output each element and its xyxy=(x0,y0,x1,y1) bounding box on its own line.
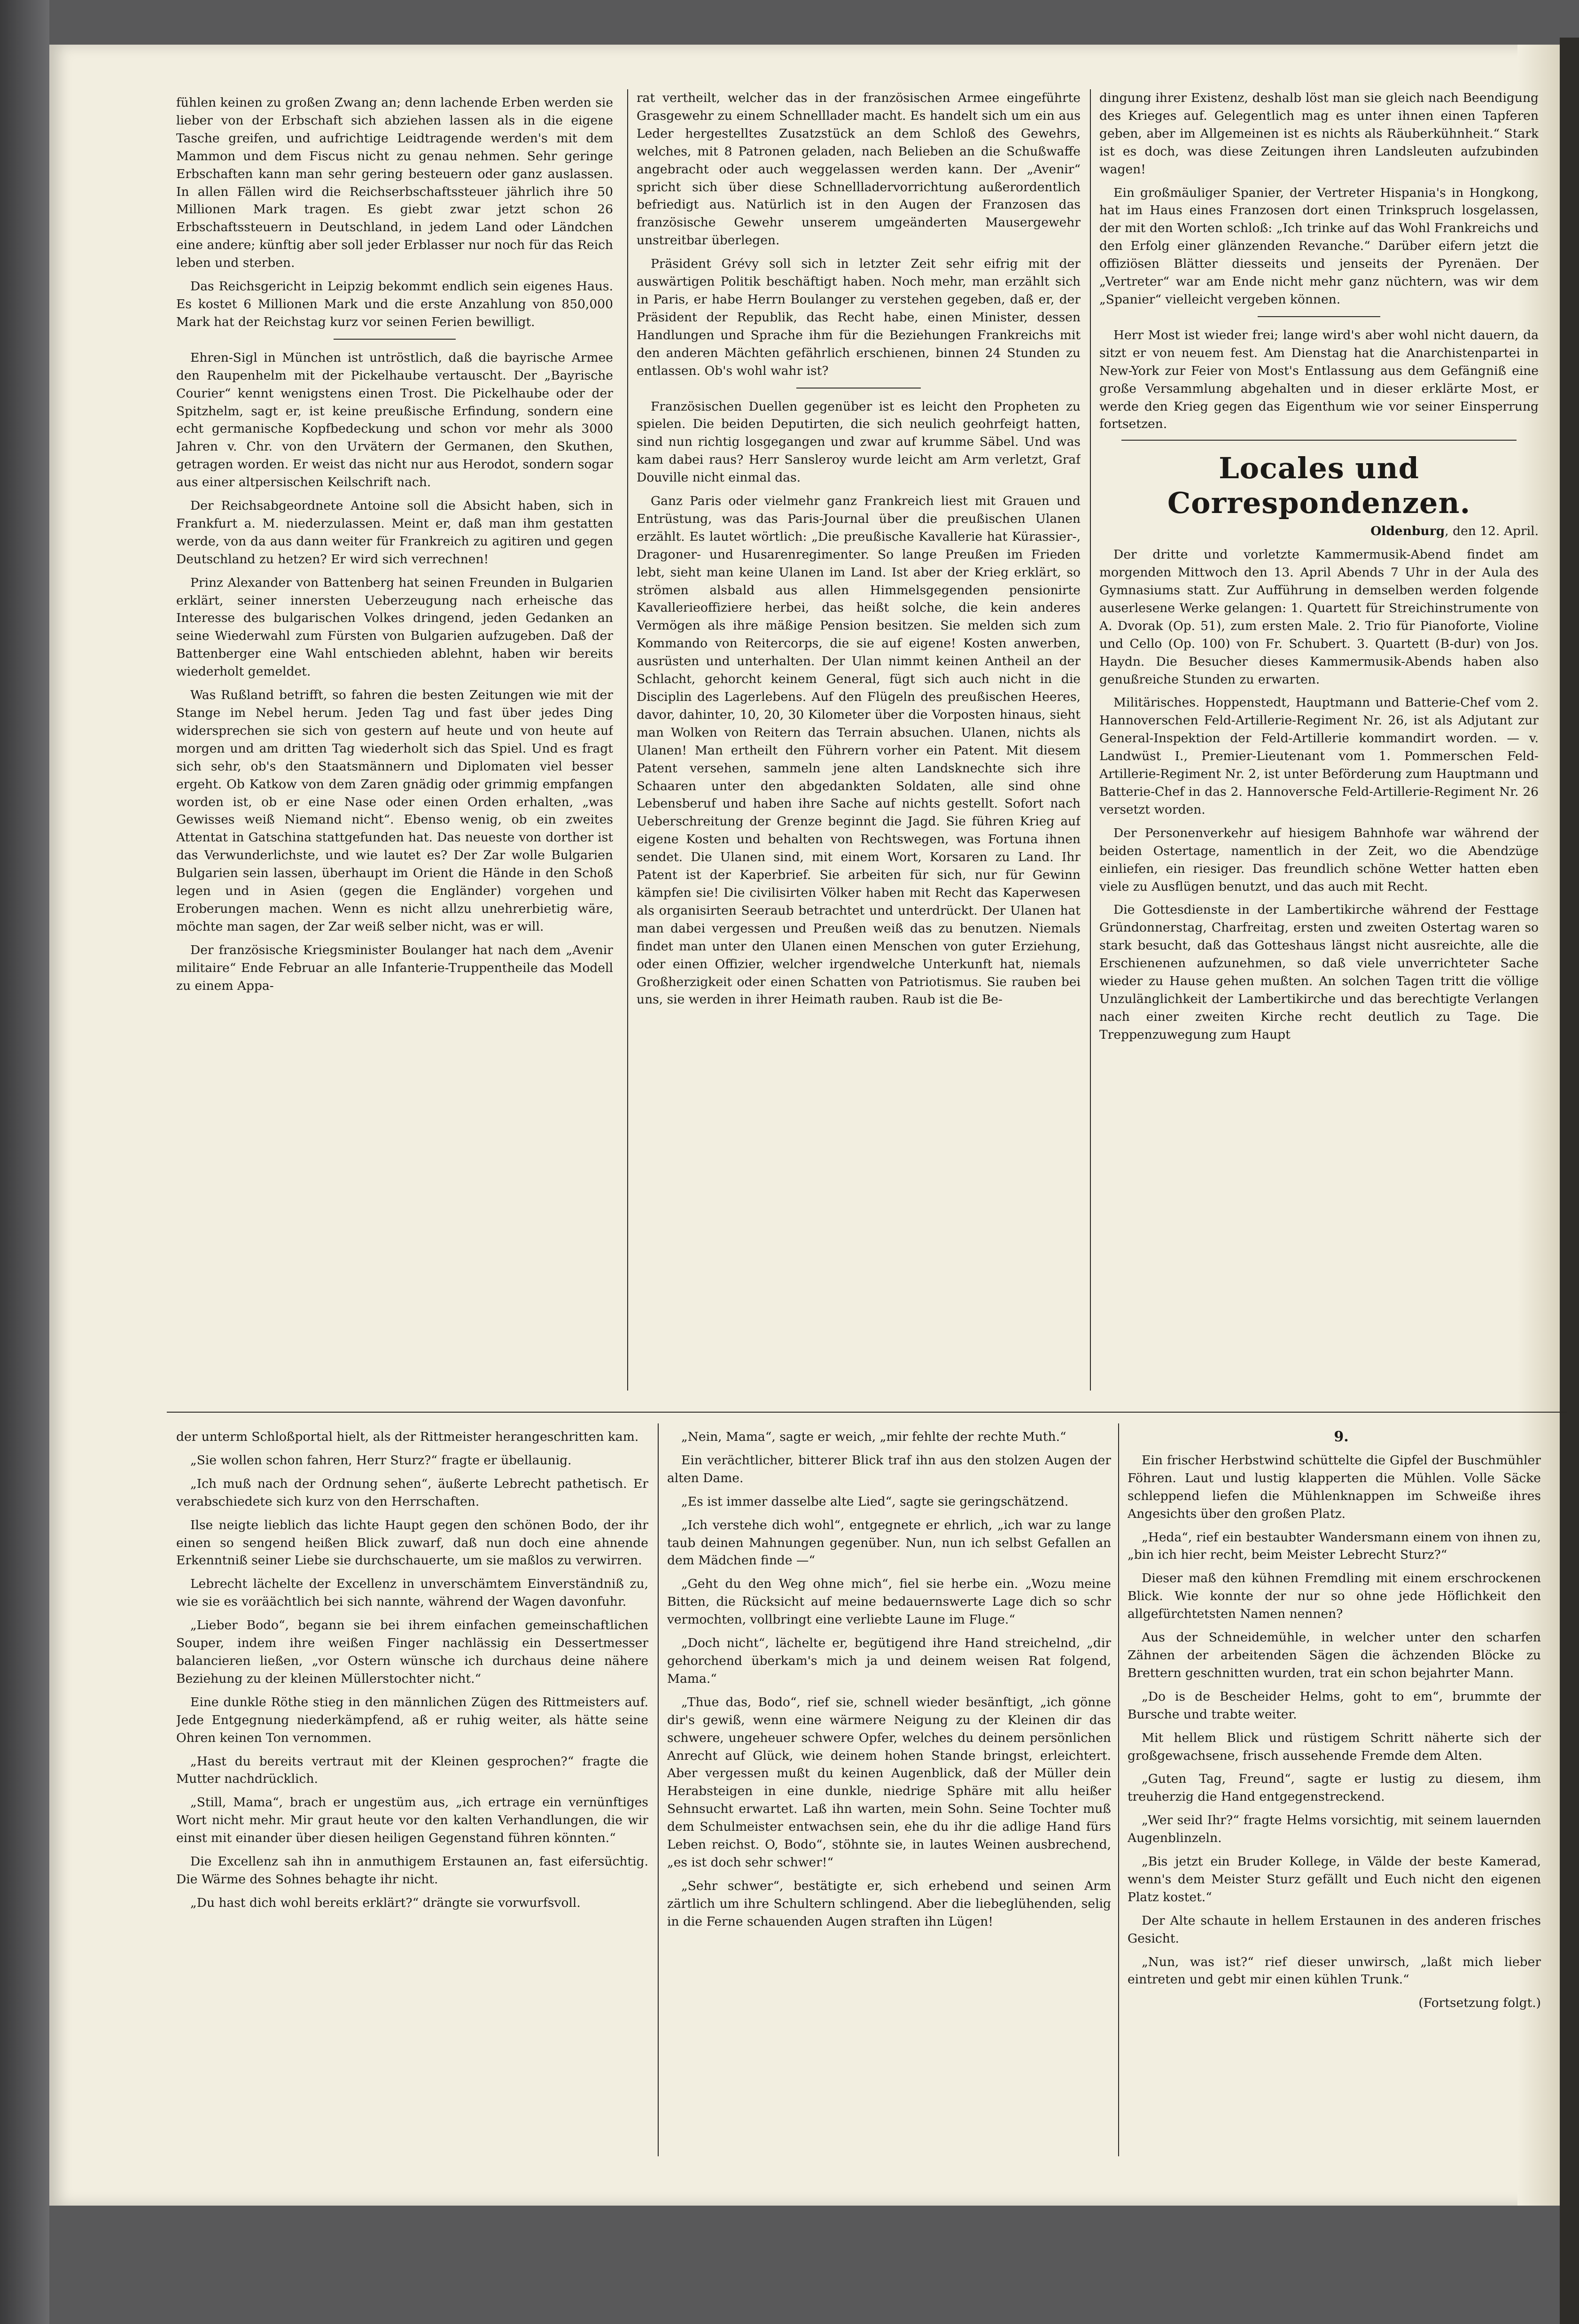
paragraph: Die Excellenz sah ihn in anmuthigem Erstaunen an, fast eifersüchtig. Die Wärme des Sohnes behagte ihr nicht. xyxy=(176,1854,648,1887)
paragraph: „Nein, Mama“, sagte er weich, „mir fehlte der rechte Muth.“ xyxy=(681,1430,1066,1444)
paragraph: Der Alte schaute in hellem Erstaunen in des anderen frisches Gesicht. xyxy=(1128,1913,1541,1946)
story-column-3-body xyxy=(1128,1452,1541,1989)
paragraph: fühlen keinen zu großen Zwang an; denn lachende Erben werden sie lieber von der Erbschaft sich abziehen lassen als in die eigene Tasche greifen, und aufrichtige Leidtragende werden's mit dem Mammon und dem Fiscus nicht zu genau nehmen. Sehr geringe Erbschaften kann man sehr gering besteuern oder ganz auslassen. In allen Fällen wird die Reichserbschaftssteuer jährlich ihre 50 Millionen Mark tragen. Es giebt zwar jetzt schon 26 Erbschaftssteuern in Deutschland, in jedem Land oder Ländchen eine andere; künftig aber soll jeder Erblasser nur noch für das Reich leben und sterben. xyxy=(176,95,613,271)
feuilleton-rule xyxy=(167,1412,1567,1413)
paragraph: „Es ist immer dasselbe alte Lied“, sagte sie geringschätzend. xyxy=(681,1494,1069,1509)
separator xyxy=(796,388,921,389)
paragraph: Herr Most ist wieder frei; lange wird's aber wohl nicht dauern, da sitzt er von neuem fest. Am Dienstag hat die Anarchistenpartei in New-York zur Feier von Most's Entlassung aus dem Gefängniß eine große Versammlung abgehalten und in dieser erklärte Most, er werde den Krieg gegen das Eigenthum wie vor seiner Einsperrung fortsetzen. xyxy=(1099,327,1539,432)
paragraph: Der Personenverkehr auf hiesigem Bahnhofe war während der beiden Ostertage, namentlich in der Zeit, wo die Abendzüge einliefen, ein riesiger. Das freundlich schöne Wetter hatten eben viele zu Ausflügen benutzt, und das auch mit Recht. xyxy=(1099,825,1539,894)
news-column-1 xyxy=(176,94,613,1409)
paragraph: Eine dunkle Röthe stieg in den männlichen Zügen des Rittmeisters auf. Jede Entgegnung niederkämpfend, aß er ruhig weiter, als hätte seine Ohren keinen Ton vernommen. xyxy=(176,1694,648,1745)
paragraph: rat vertheilt, welcher das in der französischen Armee eingeführte Grasgewehr zu einem Schnelllader macht. Es handelt sich um ein aus Leder hergestelltes Zusatzstück an dem Schloß des Gewehrs, welches, mit 8 Patronen geladen, nach Belieben an die Schußwaffe angebracht oder auch weggelassen werden kann. Der „Avenir“ spricht sich über diese Schnellladervorrichtung außerordentlich befriedigt aus. Natürlich ist in den Augen der Franzosen das französische Gewehr unserem umgeänderten Mausergewehr unstreitbar überlegen. xyxy=(637,91,1081,248)
paragraph: Präsident Grévy soll sich in letzter Zeit sehr eifrig mit der auswärtigen Politik beschäftigt haben. Noch mehr, man erzählt sich in Paris, er habe Herrn Boulanger zu verstehen gegeben, daß er, der Präsident der Republik, das Recht habe, einen Minister, dessen Handlungen und Sprache ihm für die Beziehungen Frankreichs mit den anderen Mächten gefährlich erschienen, binnen 24 Stunden zu entlassen. Ob's wohl wahr ist? xyxy=(637,256,1081,378)
paragraph: Dieser maß den kühnen Fremdling mit einem erschrockenen Blick. Wie konnte der nur so ohne jede Höflichkeit den allgefürchtetsten Namen nennen? xyxy=(1128,1571,1541,1622)
column-rule xyxy=(658,1423,659,2156)
paragraph: Militärisches. Hoppenstedt, Hauptmann und Batterie-Chef vom 2. Hannoverschen Feld-Artillerie-Regiment Nr. 26, ist als Adjutant zur General-Inspektion der Feld-Artillerie kommandirt worden. — v. Landwüst I., Premier-Lieutenant vom 1. Pommerschen Feld-Artillerie-Regiment Nr. 2, ist unter Beförderung zum Hauptmann und Batterie-Chef in das 2. Hannoversche Feld-Artillerie-Regiment Nr. 26 versetzt worden. xyxy=(1099,695,1539,817)
story-column-1 xyxy=(176,1428,648,2161)
paragraph: der unterm Schloßportal hielt, als der Rittmeister herangeschritten kam. xyxy=(176,1430,639,1444)
news-column-2 xyxy=(637,89,1081,1405)
paragraph: „Bis jetzt ein Bruder Kollege, in Välde der beste Kamerad, wenn's dem Meister Sturz gefällt und Euch nicht den eigenen Platz kostet.“ xyxy=(1128,1854,1541,1904)
locales-heading: Locales und Correspondenzen. xyxy=(1167,451,1471,521)
section-rule xyxy=(1121,440,1517,441)
paragraph: Französischen Duellen gegenüber ist es leicht den Propheten zu spielen. Die beiden Deputirten, die sich neulich geohrfeigt hatten, sind nun richtig losgegangen und zwar auf krumme Säbel. Und was kam dabei raus? Herr Sansleroy wurde leicht am Arm verletzt, Graf Douville nicht einmal das. xyxy=(637,399,1081,485)
paragraph: „Lieber Bodo“, begann sie bei ihrem einfachen gemeinschaftlichen Souper, indem ihre weißen Finger nachlässig ein Dessertmesser balancieren ließen, „vor Ostern wünsche ich durchaus deine nähere Beziehung zu der kleinen Müllerstochter nicht.“ xyxy=(176,1618,648,1686)
dateline xyxy=(1099,522,1539,540)
story-column-3 xyxy=(1128,1428,1541,2161)
news-column-3-body xyxy=(1099,89,1539,433)
paragraph: Das Reichsgericht in Leipzig bekommt endlich sein eigenes Haus. Es kostet 6 Millionen Mark und die erste Anzahlung von 850,000 Mark hat der Reichstag kurz vor seinen Ferien bewilligt. xyxy=(176,279,613,329)
column-rule xyxy=(1090,89,1091,1391)
paragraph: Ehren-Sigl in München ist untröstlich, daß die bayrische Armee den Raupenhelm mit der Pickelhaube vertauscht. Der „Bayrische Courier“ kennt wenigstens einen Trost. Die Pickelhaube oder der Spitzhelm, sagt er, ist keine preußische Erfindung, sondern eine echt germanische Kopfbedeckung und schon vor mehr als 3000 Jahren v. Chr. von den Urvätern der Germanen, den Skuthen, getragen worden. Er weist das nicht nur aus Herodot, sondern sogar aus einer altpersischen Keilschrift nach. xyxy=(176,350,613,490)
paragraph: Der dritte und vorletzte Kammermusik-Abend findet am morgenden Mittwoch den 13. April Abends 7 Uhr in der Aula des Gymnasiums statt. Zur Aufführung in demselben werden folgende auserlesene Werke gelangen: 1. Quartett für Streichinstrumente von A. Dvorak (Op. 51), zum ersten Male. 2. Trio für Pianoforte, Violine und Cello (Op. 100) von Fr. Schubert. 3. Quartett (B-dur) von Jos. Haydn. Die Besucher dieses Kammermusik-Abends haben also genußreiche Stunden zu erwarten. xyxy=(1099,547,1539,687)
paragraph: „Ich muß nach der Ordnung sehen“, äußerte Lebrecht pathetisch. Er verabschiedete sich kurz von den Herrschaften. xyxy=(176,1476,648,1509)
paragraph: Ein verächtlicher, bitterer Blick traf ihn aus den stolzen Augen der alten Dame. xyxy=(667,1453,1111,1485)
paragraph: dingung ihrer Existenz, deshalb löst man sie gleich nach Beendigung des Krieges auf. Gelegentlich mag es unter ihnen einen Tapferen geben, aber im Allgemeinen ist es nichts als Räuberkühnheit.“ Stark ist es doch, was diese Zeitungen ihren Landsleuten aufzubinden wagen! xyxy=(1099,91,1539,177)
paragraph: „Geht du den Weg ohne mich“, fiel sie herbe ein. „Wozu meine Bitten, die Rücksicht auf meine bedauernswerte Lage dich so schr vermochten, vollbringt eine verliebte Laune im Fluge.“ xyxy=(667,1577,1111,1627)
paragraph: „Heda“, rief ein bestaubter Wandersmann einem von ihnen zu, „bin ich hier recht, beim Meister Lebrecht Sturz?“ xyxy=(1128,1530,1541,1562)
paragraph: Der Reichsabgeordnete Antoine soll die Absicht haben, sich in Frankfurt a. M. niederzulassen. Meint er, daß man ihm gestatten werde, von da aus dann weiter für Frankreich zu agitiren und gegen Deutschland zu hetzen? Er wird sich verrechnen! xyxy=(176,498,613,567)
news-column-3 xyxy=(1099,89,1539,1405)
paragraph: Ein großmäuliger Spanier, der Vertreter Hispania's in Hongkong, hat im Haus eines Franzosen dort einen Trinkspruch losgelassen, der mit den Worten schloß: „Ich trinke auf das Wohl Frankreichs und den Erfolg einer glänzenden Revanche.“ Darüber eifern jetzt die offiziösen Blätter diesseits und jenseits der Pyrenäen. Der „Vertreter“ war am Ende nicht mehr ganz nüchtern, was wir dem „Spanier“ vielleicht vergeben können. xyxy=(1099,185,1539,307)
paragraph: Ilse neigte lieblich das lichte Haupt gegen den schönen Bodo, der ihr einen so sengend heißen Blick zuwarf, daß nun doch eine ahnende Erkenntniß seiner Liebe sie durchschauerte, um sie maßlos zu verwirren. xyxy=(176,1517,648,1568)
paragraph: Aus der Schneidemühle, in welcher unter den scharfen Zähnen der arbeitenden Sägen die ächzenden Blöcke zu Brettern geschnitten wurden, trat ein schon bejahrter Mann. xyxy=(1128,1630,1541,1680)
paragraph: „Wer seid Ihr?“ fragte Helms vorsichtig, mit seinem lauernden Augenblinzeln. xyxy=(1128,1813,1541,1846)
dateline-place: Oldenburg xyxy=(1370,524,1445,539)
paragraph: „Nun, was ist?“ rief dieser unwirsch, „laßt mich lieber eintreten und gebt mir einen kühlen Trunk.“ xyxy=(1128,1954,1541,1987)
separator xyxy=(1258,316,1381,317)
paragraph: „Sehr schwer“, bestätigte er, sich erhebend und seinen Arm zärtlich um ihre Schultern schlingend. Aber die liebeglühenden, selig in die Ferne schauenden Augen straften ihn Lügen! xyxy=(667,1878,1111,1929)
paragraph: Ein frischer Herbstwind schüttelte die Gipfel der Buschmühler Föhren. Laut und lustig klapperten die Mühlen. Volle Säcke schleppend liefen die Mühlenknappen im Schweiße ihres Angesichts über den großen Platz. xyxy=(1128,1453,1541,1521)
paragraph: „Sie wollen schon fahren, Herr Sturz?“ fragte er übellaunig. xyxy=(190,1453,572,1468)
column-rule xyxy=(1118,1423,1119,2156)
paragraph: „Do is de Bescheider Helms, goht to em“, brummte der Bursche und trabte weiter. xyxy=(1128,1689,1541,1722)
paragraph: „Still, Mama“, brach er ungestüm aus, „ich ertrage ein vernünftiges Wort nicht mehr. Mir graut heute vor den kalten Verhandlungen, die wir einst mit einander über diesen heiligen Gegenstand führen könnten.“ xyxy=(176,1795,648,1846)
paragraph: „Ich verstehe dich wohl“, entgegnete er ehrlich, „ich war zu lange taub deinen Mahnungen gegenüber. Nun, nun ich selbst Gefallen an dem Mädchen finde —“ xyxy=(667,1517,1111,1568)
paragraph: Der französische Kriegsminister Boulanger hat nach dem „Avenir militaire“ Ende Februar an alle Infanterie-Truppentheile das Modell zu einem Appa- xyxy=(176,942,613,993)
continuation-note: (Fortsetzung folgt.) xyxy=(1418,1996,1541,2011)
paragraph: „Thue das, Bodo“, rief sie, schnell wieder besänftigt, „ich gönne dir's gewiß, wenn eine wärmere Neigung zu der Kleinen dir das schwere, ungeheuer schwere Opfer, welches du deinem persönlichen Anrecht auf Glück, wie deinem hohen Stande bringst, erleichtert. Aber vergessen mußt du keinen Augenblick, daß der Müller dein Herabsteigen in eine dunkle, niedrige Sphäre mit allu heißer Sehnsucht erwartet. Laß ihn warten, mein Sohn. Seine Tochter muß dem Schulmeister entwachsen sein, ehe du ihr die adlige Hand fürs Leben reichst. O, Bodo“, stöhnte sie, in lautes Weinen ausbrechend, „es ist doch sehr schwer!“ xyxy=(667,1694,1111,1870)
story-column-2 xyxy=(667,1428,1111,2161)
book-edge xyxy=(1560,38,1579,2324)
paragraph: „Guten Tag, Freund“, sagte er lustig zu diesem, ihm treuherzig die Hand entgegenstreckend. xyxy=(1128,1772,1541,1804)
chapter-number: 9. xyxy=(1334,1429,1349,1445)
paragraph: „Hast du bereits vertraut mit der Kleinen gesprochen?“ fragte die Mutter nachdrücklich. xyxy=(176,1754,648,1787)
paragraph: „Doch nicht“, lächelte er, begütigend ihre Hand streichelnd, „dir gehorchend überkam's mich ja und deinem weisen Rat folgend, Mama.“ xyxy=(667,1636,1111,1686)
book-shadow xyxy=(0,0,49,2324)
column-rule xyxy=(627,89,628,1391)
paragraph: Die Gottesdienste in der Lambertikirche während der Festtage Gründonnerstag, Charfreitag, ersten und zweiten Ostertag waren so stark besucht, daß das Gotteshaus längst nicht ausreichte, alle die Erschienenen aufzunehmen, so daß viele unverrichteter Sache wieder zu Hause gehen mußten. An solchen Tagen tritt die völlige Unzulänglichkeit der Lambertikirche und das berechtigte Verlangen nach einer zweiten Kirche recht deutlich zu Tage. Die Treppenzuwegung zum Haupt xyxy=(1099,902,1539,1042)
dateline-date: , den 12. April. xyxy=(1445,524,1539,539)
paragraph: Ganz Paris oder vielmehr ganz Frankreich liest mit Grauen und Entrüstung, was das Paris-Journal über die preußischen Ulanen erzählt. Es lautet wörtlich: „Die preußische Kavallerie hat Kürassier-, Dragoner- und Husarenregimenter. So lange Preußen im Frieden lebt, sieht man keine Ulanen im Land. Ist aber der Krieg erklärt, so strömen alsbald aus allen Himmelsgegenden pensionirte Kavallerieoffiziere herbei, das heißt solche, die kein anderes Vermögen als ihre mäßige Pension besitzen. Sie melden sich zum Kommando von Reitercorps, die sie auf eigene! Kosten anwerben, ausrüsten und unterhalten. Der Ulan nimmt keinen Antheil an der Schlacht, gehorcht keinem General, fügt sich auch nicht in die Disciplin des Lagerlebens. Auf den Flügeln des preußischen Heeres, davor, dahinter, 10, 20, 30 Kilometer über die Vorposten hinaus, sieht man Wolken von Reitern das Terrain absuchen. Ulanen, nichts als Ulanen! Man ertheilt den Führern vorher ein Patent. Mit diesem Patent versehen, sammeln jene alten Landsknechte sich ihre Schaaren unter den abgedankten Soldaten, alle sind ohne Lebensberuf und haben ihre Sache auf nichts gestellt. Sofort nach Ueberschreitung der Grenze beginnt die Jagd. Sie führen Krieg auf eigene Kosten und behalten von Rechtswegen, was Fortuna ihnen sendet. Die Ulanen sind, mit einem Wort, Korsaren zu Land. Ihr Patent ist der Kaperbrief. Sie arbeiten für sich, nur für Gewinn kämpfen sie! Die civilisirten Völker haben mit Recht das Kaperwesen als organisirten Seeraub betrachtet und unterdrückt. Der Ulanen hat man dabei vergessen und Preußen weiß das zu benutzen. Niemals findet man unter den Ulanen einen Menschen von guter Erziehung, oder einen Offizier, welcher irgendwelche Unterkunft hat, niemals Großherzigkeit oder einen Schatten von Patriotismus. Sie rauben bei uns, sie werden in ihrer Heimath rauben. Raub ist die Be- xyxy=(637,494,1081,1007)
separator xyxy=(334,339,456,340)
paragraph: Mit hellem Blick und rüstigem Schritt näherte sich der großgewachsene, frisch aussehende Fremde dem Alten. xyxy=(1128,1730,1541,1763)
paragraph: „Du hast dich wohl bereits erklärt?“ drängte sie vorwurfsvoll. xyxy=(190,1895,581,1910)
paragraph: Was Rußland betrifft, so fahren die besten Zeitungen wie mit der Stange im Nebel herum. Jeden Tag und fast über jedes Ding widersprechen sie sich von gestern auf heute und von heute auf morgen und am dritten Tag wiederholt sich das Spiel. Und es fragt sich sehr, ob's den Staatsmännern und Diplomaten viel besser ergeht. Ob Katkow von dem Zaren gnädig oder grimmig empfangen worden ist, ob er eine Nase oder einen Orden erhalten, „was Gewisses weiß Niemand nicht“. Ebenso wenig, ob ein zweites Attentat in Gatschina stattgefunden hat. Das neueste von dorther ist das Verwunderlichste, und wie lautet es? Der Zar wolle Bulgarien Bulgarien sein lassen, überhaupt im Orient die Hände in den Schoß legen und in Asien (gegen die Engländer) vorgehen und Eroberungen machen. Wenn es nicht allzu unehrerbietig wäre, möchte man sagen, der Zar weiß selber nicht, was er will. xyxy=(176,688,613,934)
paragraph: Lebrecht lächelte der Excellenz in unverschämtem Einverständniß zu, wie sie es voräächtlich bei sich nannte, während der Wagen davonfuhr. xyxy=(176,1577,648,1609)
locales-body xyxy=(1099,546,1539,1043)
paragraph: Prinz Alexander von Battenberg hat seinen Freunden in Bulgarien erklärt, seiner innersten Ueberzeugung nach erheische das Interesse des bulgarischen Volkes dringend, jeden Gedanken an seine Wiederwahl zum Fürsten von Bulgarien aufzugeben. Daß der Battenberger eine Wahl entschieden ablehnt, haben wir bereits wiederholt gemeldet. xyxy=(176,575,613,679)
